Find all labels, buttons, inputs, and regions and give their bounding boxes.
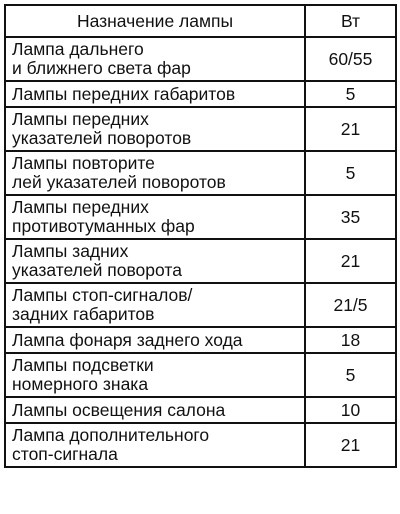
lamp-name-cell: Лампы освещения салона xyxy=(5,397,305,423)
lamp-watt-cell: 21 xyxy=(305,239,396,283)
table-row xyxy=(5,423,396,467)
lamp-name-cell: Лампы стоп-сигналов/ задних габаритов xyxy=(5,283,305,327)
lamp-name-cell: Лампы передних указателей поворотов xyxy=(5,107,305,151)
table-row xyxy=(5,37,396,81)
table-row xyxy=(5,107,396,151)
table-row xyxy=(5,397,396,423)
lamp-watt-cell: 18 xyxy=(305,327,396,353)
table-row xyxy=(5,81,396,107)
table-row xyxy=(5,283,396,327)
table-row xyxy=(5,239,396,283)
lamp-watt-cell: 5 xyxy=(305,353,396,397)
lamp-watt-cell: 10 xyxy=(305,397,396,423)
lamp-power-table xyxy=(4,4,397,468)
table-row xyxy=(5,195,396,239)
header-lamp-purpose: Назначение лампы xyxy=(5,5,305,37)
lamp-name-cell: Лампы подсветки номерного знака xyxy=(5,353,305,397)
header-watts: Вт xyxy=(305,5,396,37)
table-row xyxy=(5,327,396,353)
lamp-name-cell: Лампы повторите лей указателей поворотов xyxy=(5,151,305,195)
lamp-watt-cell: 5 xyxy=(305,81,396,107)
lamp-watt-cell: 5 xyxy=(305,151,396,195)
table-header-row xyxy=(5,5,396,37)
table-row xyxy=(5,353,396,397)
lamp-watt-cell: 21/5 xyxy=(305,283,396,327)
lamp-watt-cell: 35 xyxy=(305,195,396,239)
table-row xyxy=(5,151,396,195)
lamp-name-cell: Лампы передних противотуманных фар xyxy=(5,195,305,239)
lamp-watt-cell: 21 xyxy=(305,107,396,151)
lamp-name-cell: Лампа дополнительного стоп-сигнала xyxy=(5,423,305,467)
lamp-watt-cell: 60/55 xyxy=(305,37,396,81)
lamp-watt-cell: 21 xyxy=(305,423,396,467)
lamp-name-cell: Лампы передних габаритов xyxy=(5,81,305,107)
lamp-name-cell: Лампа дальнего и ближнего света фар xyxy=(5,37,305,81)
lamp-name-cell: Лампа фонаря заднего хода xyxy=(5,327,305,353)
lamp-name-cell: Лампы задних указателей поворота xyxy=(5,239,305,283)
